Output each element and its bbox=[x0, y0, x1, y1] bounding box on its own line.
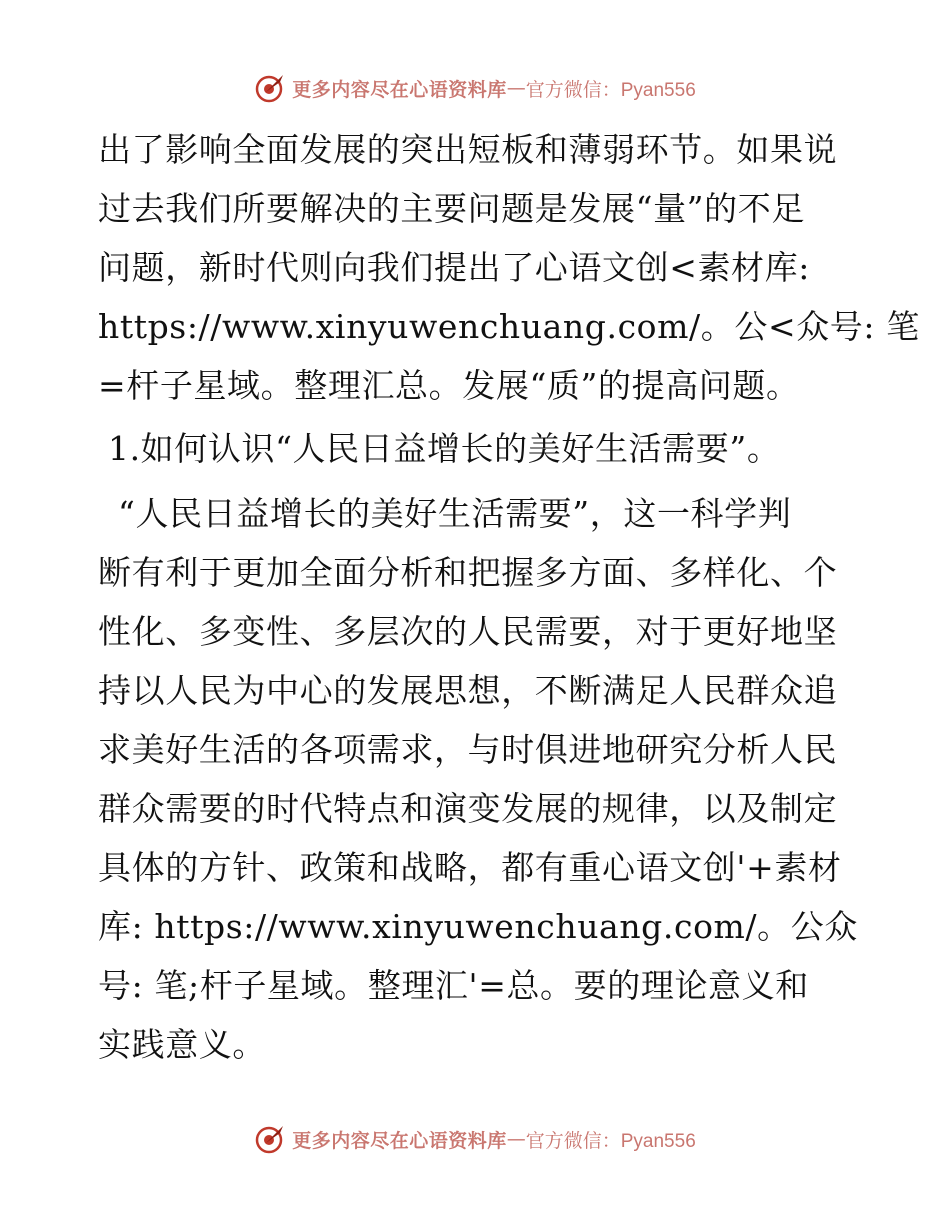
body-line: 库: https://www.xinyuwenchuang.com/。公众 bbox=[98, 907, 858, 946]
header-wechat-text: 官方微信：Pyan556 bbox=[525, 79, 696, 101]
footer-wechat-text: 官方微信：Pyan556 bbox=[525, 1130, 696, 1152]
body-line: 出了影响全面发展的突出短板和薄弱环节。如果说 bbox=[98, 130, 838, 169]
body-line: =杆子星域。整理汇总。发展“质”的提高问题。 bbox=[98, 366, 800, 405]
body-line: 断有利于更加全面分析和把握多方面、多样化、个 bbox=[98, 553, 838, 592]
body-line: 号: 笔;杆子星域。整理汇'=总。要的理论意义和 bbox=[98, 966, 809, 1005]
footer-separator: — bbox=[506, 1128, 526, 1150]
body-line: 具体的方针、政策和战略，都有重心语文创'+素材 bbox=[98, 848, 842, 887]
body-line: 求美好生活的各项需求，与时俱进地研究分析人民 bbox=[98, 730, 838, 769]
body-line: 过去我们所要解决的主要问题是发展“量”的不足 bbox=[98, 189, 805, 228]
body-line: 持以人民为中心的发展思想，不断满足人民群众追 bbox=[98, 671, 838, 710]
body-line: https://www.xinyuwenchuang.com/。公<众号: 笔 bbox=[98, 307, 920, 346]
footer-banner bbox=[0, 1123, 950, 1155]
quill-logo-icon bbox=[254, 1123, 286, 1155]
body-line: 问题，新时代则向我们提出了心语文创<素材库: bbox=[98, 248, 810, 287]
section-heading: 1.如何认识“人民日益增长的美好生活需要”。 bbox=[108, 429, 781, 468]
document-body bbox=[98, 120, 920, 1074]
quill-logo-icon bbox=[254, 72, 286, 104]
body-line: 实践意义。 bbox=[98, 1025, 266, 1064]
body-line: 群众需要的时代特点和演变发展的规律，以及制定 bbox=[98, 789, 838, 828]
footer-brand-text: 更多内容尽在心语资料库 bbox=[292, 1129, 507, 1152]
header-brand-text: 更多内容尽在心语资料库 bbox=[292, 78, 507, 101]
paragraph-first-line: “人民日益增长的美好生活需要”，这一科学判 bbox=[118, 494, 792, 533]
header-separator: — bbox=[506, 77, 526, 99]
body-line: 性化、多变性、多层次的人民需要，对于更好地坚 bbox=[98, 612, 838, 651]
header-banner bbox=[0, 72, 950, 104]
